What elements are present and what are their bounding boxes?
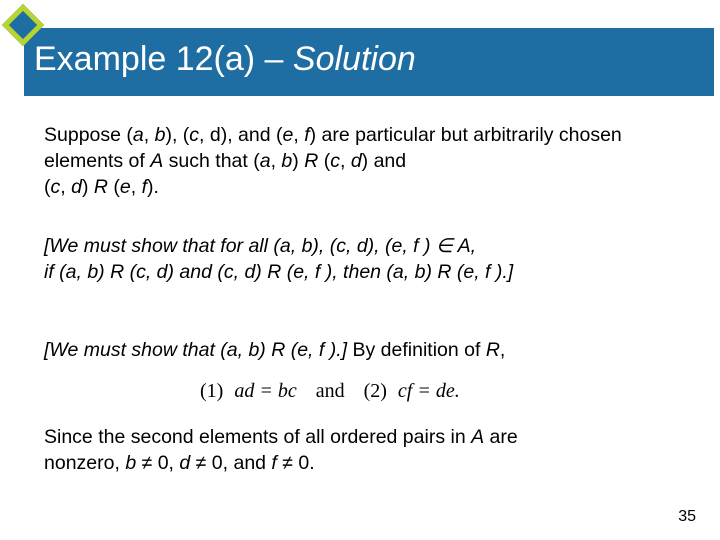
- paragraph-suppose: Suppose (a, b), (c, d), and (e, f) are particular but arbitrarily chosen elements of A such that (a, b) R (c, d) and (c, d) R (e, f).: [44, 124, 622, 198]
- eq-label-2: (2): [363, 380, 387, 402]
- must-show-line2: if (a, b) R (c, d) and (c, d) R (e, f ), then (a, b) R (e, f ).]: [44, 261, 514, 283]
- title-main: Example 12(a) –: [34, 40, 293, 78]
- page-number: 35: [678, 508, 696, 525]
- paragraph-definition: [We must show that (a, b) R (e, f ).] By definition of R,: [44, 339, 506, 361]
- must-show-aR: [We must show that (a, b) R (e, f ).]: [44, 339, 348, 361]
- title-italic: Solution: [292, 40, 416, 78]
- eq-ad-bc: ad = bc: [234, 380, 297, 402]
- must-show-line1: [We must show that for all (a, b), (c, d), (e, f ) ∈ A,: [44, 235, 477, 257]
- eq-cf-de: cf = de.: [397, 380, 460, 402]
- equation-line: [200, 380, 540, 410]
- paragraph-nonzero: Since the second elements of all ordered pairs in A are nonzero, b ≠ 0, d ≠ 0, and f ≠ 0.: [44, 426, 518, 474]
- eq-label-1: (1): [200, 380, 224, 402]
- paragraph-must-show-all: [44, 233, 694, 285]
- title-bar: [24, 28, 714, 96]
- eq-and: and: [315, 380, 345, 402]
- slide-title: [34, 40, 416, 79]
